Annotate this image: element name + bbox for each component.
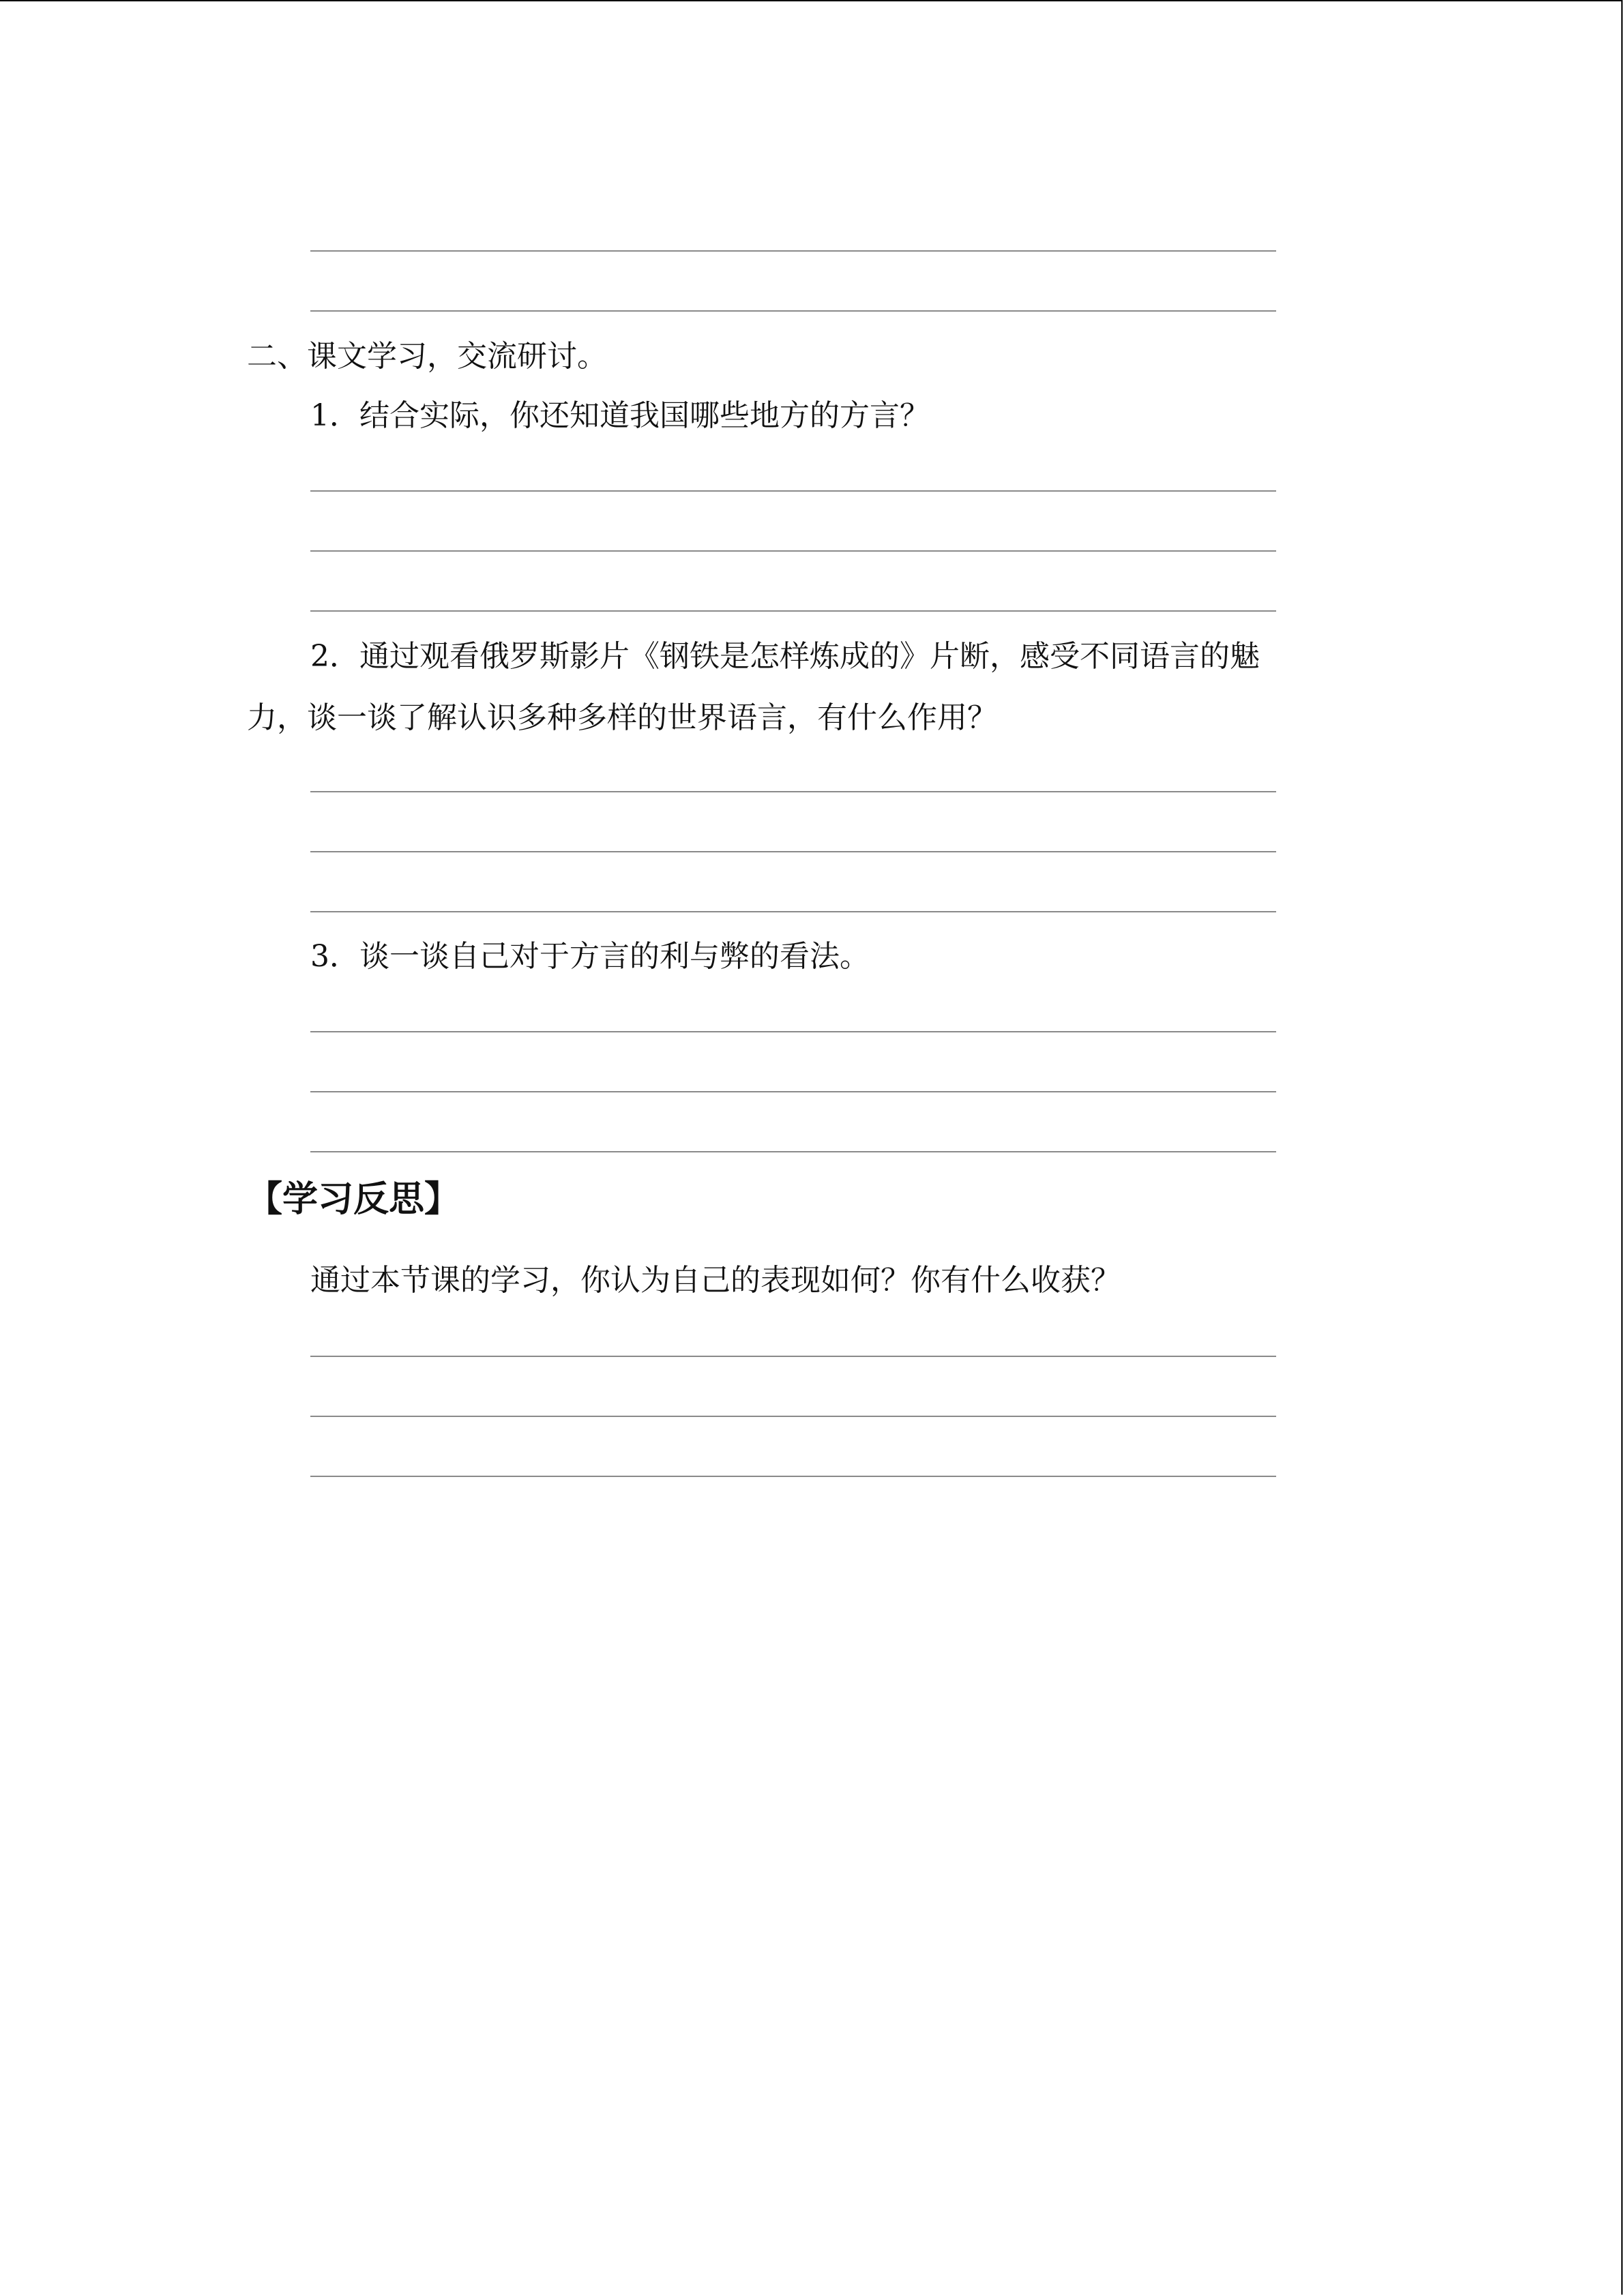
answer-line-q3[interactable] — [310, 1151, 1276, 1152]
answer-line-q2[interactable] — [310, 791, 1276, 792]
answer-line-q3[interactable] — [310, 1091, 1276, 1092]
answer-line-q2[interactable] — [310, 911, 1276, 912]
answer-line-reflection[interactable] — [310, 1416, 1276, 1417]
answer-line-reflection[interactable] — [310, 1356, 1276, 1357]
question-2-line-1: 2．通过观看俄罗斯影片《钢铁是怎样炼成的》片断，感受不同语言的魅 — [310, 639, 1260, 674]
question-1: 1．结合实际，你还知道我国哪些地方的方言？ — [310, 398, 930, 433]
reflection-heading: 【学习反思】 — [247, 1179, 460, 1220]
answer-line-q1[interactable] — [310, 610, 1276, 612]
answer-line-q1[interactable] — [310, 490, 1276, 492]
answer-line[interactable] — [310, 310, 1276, 312]
answer-line-q1[interactable] — [310, 550, 1276, 552]
question-2-line-2: 力，谈一谈了解认识多种多样的世界语言，有什么作用？ — [247, 700, 997, 735]
answer-line-reflection[interactable] — [310, 1476, 1276, 1477]
answer-line-q2[interactable] — [310, 851, 1276, 852]
answer-line[interactable] — [310, 250, 1276, 252]
reflection-prompt: 通过本节课的学习，你认为自己的表现如何？你有什么收获？ — [310, 1263, 1121, 1298]
section-heading: 二、课文学习，交流研讨。 — [247, 339, 607, 374]
question-3: 3．谈一谈自己对于方言的利与弊的看法。 — [310, 939, 870, 974]
answer-line-q3[interactable] — [310, 1031, 1276, 1032]
